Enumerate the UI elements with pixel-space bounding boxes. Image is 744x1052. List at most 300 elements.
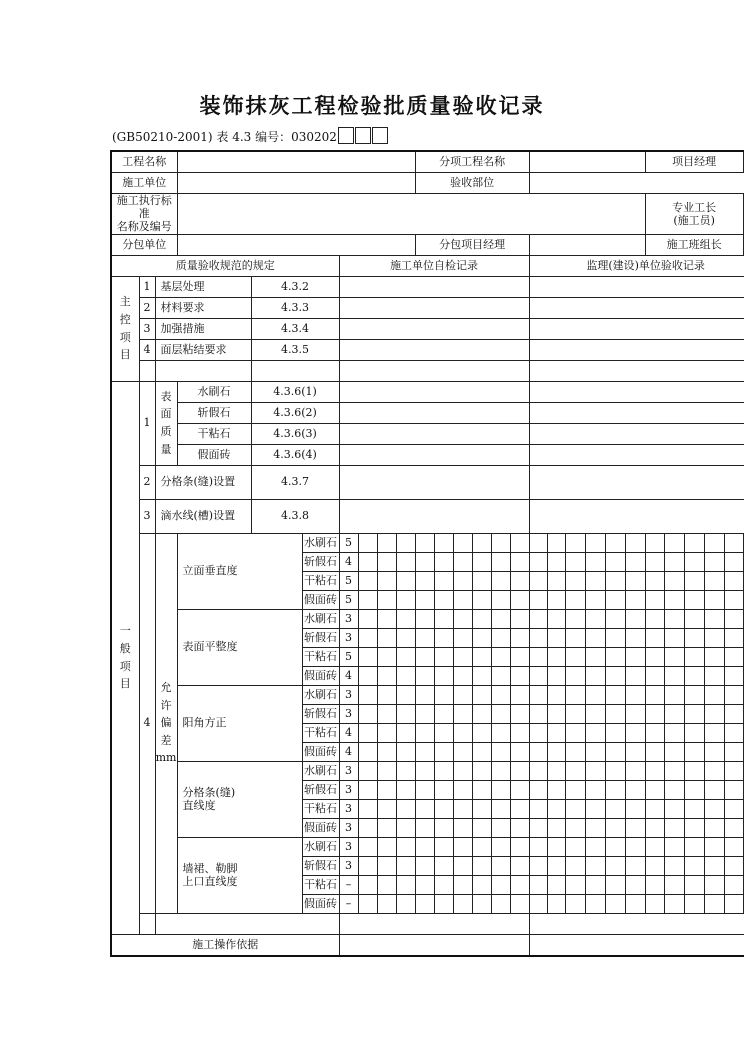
measurement-cell[interactable] bbox=[415, 552, 434, 571]
measurement-cell[interactable] bbox=[453, 837, 472, 856]
measurement-cell[interactable] bbox=[645, 533, 664, 552]
measurement-cell[interactable] bbox=[415, 666, 434, 685]
measurement-cell[interactable] bbox=[510, 666, 529, 685]
measurement-cell[interactable] bbox=[645, 837, 664, 856]
measurement-cell[interactable] bbox=[585, 894, 605, 913]
measurement-cell[interactable] bbox=[724, 780, 743, 799]
measurement-cell[interactable] bbox=[625, 837, 645, 856]
measurement-cell[interactable] bbox=[434, 875, 453, 894]
measurement-cell[interactable] bbox=[625, 856, 645, 875]
measurement-cell[interactable] bbox=[453, 647, 472, 666]
measurement-cell[interactable] bbox=[415, 856, 434, 875]
measurement-cell[interactable] bbox=[664, 799, 684, 818]
measurement-cell[interactable] bbox=[625, 685, 645, 704]
measurement-cell[interactable] bbox=[724, 552, 743, 571]
measurement-cell[interactable] bbox=[664, 647, 684, 666]
measurement-cell[interactable] bbox=[377, 799, 396, 818]
measurement-cell[interactable] bbox=[605, 780, 625, 799]
measurement-cell[interactable] bbox=[491, 571, 510, 590]
measurement-cell[interactable] bbox=[434, 723, 453, 742]
measurement-cell[interactable] bbox=[547, 742, 565, 761]
measurement-cell[interactable] bbox=[453, 590, 472, 609]
measurement-cell[interactable] bbox=[625, 780, 645, 799]
supervisor-record-cell[interactable] bbox=[529, 423, 744, 444]
measurement-cell[interactable] bbox=[625, 704, 645, 723]
measurement-cell[interactable] bbox=[491, 647, 510, 666]
measurement-cell[interactable] bbox=[664, 571, 684, 590]
measurement-cell[interactable] bbox=[547, 894, 565, 913]
self-check-cell[interactable] bbox=[339, 276, 529, 297]
measurement-cell[interactable] bbox=[547, 837, 565, 856]
measurement-cell[interactable] bbox=[664, 533, 684, 552]
measurement-cell[interactable] bbox=[491, 609, 510, 628]
measurement-cell[interactable] bbox=[434, 742, 453, 761]
measurement-cell[interactable] bbox=[396, 628, 415, 647]
measurement-cell[interactable] bbox=[664, 552, 684, 571]
measurement-cell[interactable] bbox=[605, 818, 625, 837]
measurement-cell[interactable] bbox=[491, 799, 510, 818]
measurement-cell[interactable] bbox=[529, 647, 547, 666]
measurement-cell[interactable] bbox=[434, 590, 453, 609]
measurement-cell[interactable] bbox=[585, 571, 605, 590]
measurement-cell[interactable] bbox=[565, 647, 585, 666]
measurement-cell[interactable] bbox=[529, 533, 547, 552]
measurement-cell[interactable] bbox=[529, 742, 547, 761]
measurement-cell[interactable] bbox=[565, 856, 585, 875]
measurement-cell[interactable] bbox=[396, 704, 415, 723]
measurement-cell[interactable] bbox=[529, 628, 547, 647]
measurement-cell[interactable] bbox=[605, 647, 625, 666]
measurement-cell[interactable] bbox=[547, 590, 565, 609]
measurement-cell[interactable] bbox=[664, 685, 684, 704]
measurement-cell[interactable] bbox=[377, 666, 396, 685]
measurement-cell[interactable] bbox=[704, 666, 724, 685]
measurement-cell[interactable] bbox=[472, 799, 491, 818]
measurement-cell[interactable] bbox=[472, 590, 491, 609]
measurement-cell[interactable] bbox=[704, 723, 724, 742]
measurement-cell[interactable] bbox=[529, 723, 547, 742]
measurement-cell[interactable] bbox=[472, 723, 491, 742]
measurement-cell[interactable] bbox=[396, 780, 415, 799]
measurement-cell[interactable] bbox=[491, 685, 510, 704]
measurement-cell[interactable] bbox=[396, 666, 415, 685]
measurement-cell[interactable] bbox=[434, 818, 453, 837]
measurement-cell[interactable] bbox=[605, 742, 625, 761]
supervisor-record-cell[interactable] bbox=[529, 444, 744, 465]
measurement-cell[interactable] bbox=[605, 837, 625, 856]
measurement-cell[interactable] bbox=[547, 571, 565, 590]
measurement-cell[interactable] bbox=[510, 704, 529, 723]
measurement-cell[interactable] bbox=[358, 685, 377, 704]
measurement-cell[interactable] bbox=[704, 609, 724, 628]
measurement-cell[interactable] bbox=[645, 894, 664, 913]
measurement-cell[interactable] bbox=[453, 894, 472, 913]
measurement-cell[interactable] bbox=[491, 742, 510, 761]
measurement-cell[interactable] bbox=[377, 590, 396, 609]
standard-field[interactable] bbox=[177, 194, 645, 235]
supervisor-record-cell[interactable] bbox=[529, 276, 744, 297]
self-check-cell[interactable] bbox=[339, 465, 529, 499]
measurement-cell[interactable] bbox=[684, 647, 704, 666]
measurement-cell[interactable] bbox=[547, 533, 565, 552]
measurement-cell[interactable] bbox=[396, 875, 415, 894]
measurement-cell[interactable] bbox=[704, 552, 724, 571]
project-name-field[interactable] bbox=[177, 151, 415, 173]
measurement-cell[interactable] bbox=[358, 628, 377, 647]
measurement-cell[interactable] bbox=[415, 894, 434, 913]
measurement-cell[interactable] bbox=[529, 856, 547, 875]
measurement-cell[interactable] bbox=[377, 704, 396, 723]
measurement-cell[interactable] bbox=[565, 590, 585, 609]
measurement-cell[interactable] bbox=[358, 837, 377, 856]
measurement-cell[interactable] bbox=[625, 609, 645, 628]
measurement-cell[interactable] bbox=[645, 742, 664, 761]
measurement-cell[interactable] bbox=[724, 723, 743, 742]
measurement-cell[interactable] bbox=[434, 780, 453, 799]
measurement-cell[interactable] bbox=[684, 818, 704, 837]
measurement-cell[interactable] bbox=[645, 628, 664, 647]
measurement-cell[interactable] bbox=[472, 837, 491, 856]
measurement-cell[interactable] bbox=[565, 685, 585, 704]
measurement-cell[interactable] bbox=[529, 799, 547, 818]
measurement-cell[interactable] bbox=[377, 875, 396, 894]
measurement-cell[interactable] bbox=[472, 666, 491, 685]
measurement-cell[interactable] bbox=[704, 742, 724, 761]
measurement-cell[interactable] bbox=[724, 894, 743, 913]
measurement-cell[interactable] bbox=[415, 609, 434, 628]
measurement-cell[interactable] bbox=[529, 590, 547, 609]
operation-basis-field[interactable] bbox=[339, 934, 529, 956]
measurement-cell[interactable] bbox=[377, 723, 396, 742]
measurement-cell[interactable] bbox=[491, 894, 510, 913]
measurement-cell[interactable] bbox=[625, 742, 645, 761]
measurement-cell[interactable] bbox=[605, 685, 625, 704]
self-check-cell[interactable] bbox=[339, 360, 529, 381]
measurement-cell[interactable] bbox=[547, 875, 565, 894]
measurement-cell[interactable] bbox=[491, 628, 510, 647]
measurement-cell[interactable] bbox=[377, 742, 396, 761]
measurement-cell[interactable] bbox=[377, 894, 396, 913]
measurement-cell[interactable] bbox=[377, 685, 396, 704]
measurement-cell[interactable] bbox=[491, 723, 510, 742]
measurement-cell[interactable] bbox=[684, 799, 704, 818]
measurement-cell[interactable] bbox=[664, 894, 684, 913]
measurement-cell[interactable] bbox=[510, 742, 529, 761]
measurement-cell[interactable] bbox=[434, 609, 453, 628]
measurement-cell[interactable] bbox=[664, 837, 684, 856]
supervisor-record-cell[interactable] bbox=[529, 318, 744, 339]
measurement-cell[interactable] bbox=[585, 742, 605, 761]
measurement-cell[interactable] bbox=[724, 704, 743, 723]
measurement-cell[interactable] bbox=[547, 818, 565, 837]
measurement-cell[interactable] bbox=[664, 590, 684, 609]
measurement-cell[interactable] bbox=[547, 685, 565, 704]
acceptance-part-field[interactable] bbox=[529, 173, 744, 194]
measurement-cell[interactable] bbox=[510, 571, 529, 590]
measurement-cell[interactable] bbox=[396, 837, 415, 856]
measurement-cell[interactable] bbox=[358, 609, 377, 628]
measurement-cell[interactable] bbox=[358, 742, 377, 761]
measurement-cell[interactable] bbox=[434, 799, 453, 818]
measurement-cell[interactable] bbox=[565, 571, 585, 590]
measurement-cell[interactable] bbox=[625, 533, 645, 552]
measurement-cell[interactable] bbox=[664, 761, 684, 780]
measurement-cell[interactable] bbox=[358, 761, 377, 780]
measurement-cell[interactable] bbox=[645, 875, 664, 894]
measurement-cell[interactable] bbox=[510, 856, 529, 875]
measurement-cell[interactable] bbox=[684, 742, 704, 761]
supervisor-record-cell[interactable] bbox=[529, 339, 744, 360]
measurement-cell[interactable] bbox=[724, 856, 743, 875]
supervisor-record-cell[interactable] bbox=[529, 297, 744, 318]
measurement-cell[interactable] bbox=[491, 875, 510, 894]
measurement-cell[interactable] bbox=[625, 590, 645, 609]
measurement-cell[interactable] bbox=[684, 875, 704, 894]
measurement-cell[interactable] bbox=[625, 761, 645, 780]
measurement-cell[interactable] bbox=[472, 875, 491, 894]
measurement-cell[interactable] bbox=[377, 571, 396, 590]
measurement-cell[interactable] bbox=[415, 571, 434, 590]
measurement-cell[interactable] bbox=[396, 818, 415, 837]
measurement-cell[interactable] bbox=[704, 894, 724, 913]
measurement-cell[interactable] bbox=[472, 552, 491, 571]
measurement-cell[interactable] bbox=[472, 742, 491, 761]
self-check-cell[interactable] bbox=[339, 339, 529, 360]
measurement-cell[interactable] bbox=[625, 628, 645, 647]
measurement-cell[interactable] bbox=[434, 533, 453, 552]
measurement-cell[interactable] bbox=[396, 571, 415, 590]
measurement-cell[interactable] bbox=[585, 647, 605, 666]
measurement-cell[interactable] bbox=[472, 856, 491, 875]
measurement-cell[interactable] bbox=[472, 780, 491, 799]
measurement-cell[interactable] bbox=[645, 552, 664, 571]
measurement-cell[interactable] bbox=[704, 590, 724, 609]
measurement-cell[interactable] bbox=[529, 894, 547, 913]
measurement-cell[interactable] bbox=[645, 723, 664, 742]
measurement-cell[interactable] bbox=[453, 723, 472, 742]
measurement-cell[interactable] bbox=[724, 647, 743, 666]
measurement-cell[interactable] bbox=[625, 666, 645, 685]
measurement-cell[interactable] bbox=[565, 609, 585, 628]
measurement-cell[interactable] bbox=[358, 894, 377, 913]
measurement-cell[interactable] bbox=[724, 875, 743, 894]
measurement-cell[interactable] bbox=[684, 894, 704, 913]
measurement-cell[interactable] bbox=[491, 818, 510, 837]
measurement-cell[interactable] bbox=[704, 818, 724, 837]
measurement-cell[interactable] bbox=[377, 647, 396, 666]
measurement-cell[interactable] bbox=[724, 628, 743, 647]
measurement-cell[interactable] bbox=[453, 799, 472, 818]
measurement-cell[interactable] bbox=[565, 875, 585, 894]
measurement-cell[interactable] bbox=[664, 875, 684, 894]
supervisor-record-cell[interactable] bbox=[529, 360, 744, 381]
measurement-cell[interactable] bbox=[472, 761, 491, 780]
measurement-cell[interactable] bbox=[396, 647, 415, 666]
measurement-cell[interactable] bbox=[724, 799, 743, 818]
measurement-cell[interactable] bbox=[510, 609, 529, 628]
measurement-cell[interactable] bbox=[472, 628, 491, 647]
measurement-cell[interactable] bbox=[547, 780, 565, 799]
measurement-cell[interactable] bbox=[724, 666, 743, 685]
measurement-cell[interactable] bbox=[684, 704, 704, 723]
measurement-cell[interactable] bbox=[704, 533, 724, 552]
measurement-cell[interactable] bbox=[625, 875, 645, 894]
measurement-cell[interactable] bbox=[510, 723, 529, 742]
measurement-cell[interactable] bbox=[565, 894, 585, 913]
measurement-cell[interactable] bbox=[547, 799, 565, 818]
measurement-cell[interactable] bbox=[704, 875, 724, 894]
measurement-cell[interactable] bbox=[684, 552, 704, 571]
measurement-cell[interactable] bbox=[684, 856, 704, 875]
measurement-cell[interactable] bbox=[645, 761, 664, 780]
measurement-cell[interactable] bbox=[472, 533, 491, 552]
measurement-cell[interactable] bbox=[358, 647, 377, 666]
measurement-cell[interactable] bbox=[529, 552, 547, 571]
measurement-cell[interactable] bbox=[358, 552, 377, 571]
measurement-cell[interactable] bbox=[377, 780, 396, 799]
subcontractor-field[interactable] bbox=[177, 234, 415, 255]
measurement-cell[interactable] bbox=[453, 856, 472, 875]
measurement-cell[interactable] bbox=[415, 875, 434, 894]
measurement-cell[interactable] bbox=[547, 704, 565, 723]
measurement-cell[interactable] bbox=[704, 628, 724, 647]
measurement-cell[interactable] bbox=[704, 837, 724, 856]
measurement-cell[interactable] bbox=[625, 799, 645, 818]
measurement-cell[interactable] bbox=[684, 685, 704, 704]
measurement-cell[interactable] bbox=[625, 571, 645, 590]
measurement-cell[interactable] bbox=[585, 761, 605, 780]
measurement-cell[interactable] bbox=[472, 647, 491, 666]
measurement-cell[interactable] bbox=[453, 780, 472, 799]
measurement-cell[interactable] bbox=[605, 723, 625, 742]
measurement-cell[interactable] bbox=[724, 590, 743, 609]
measurement-cell[interactable] bbox=[358, 723, 377, 742]
measurement-cell[interactable] bbox=[547, 666, 565, 685]
measurement-cell[interactable] bbox=[358, 818, 377, 837]
measurement-cell[interactable] bbox=[625, 818, 645, 837]
measurement-cell[interactable] bbox=[434, 571, 453, 590]
measurement-cell[interactable] bbox=[704, 761, 724, 780]
measurement-cell[interactable] bbox=[453, 533, 472, 552]
measurement-cell[interactable] bbox=[565, 552, 585, 571]
measurement-cell[interactable] bbox=[529, 780, 547, 799]
measurement-cell[interactable] bbox=[704, 685, 724, 704]
self-check-cell[interactable] bbox=[339, 318, 529, 339]
measurement-cell[interactable] bbox=[510, 552, 529, 571]
measurement-cell[interactable] bbox=[453, 818, 472, 837]
measurement-cell[interactable] bbox=[415, 761, 434, 780]
measurement-cell[interactable] bbox=[377, 628, 396, 647]
measurement-cell[interactable] bbox=[415, 742, 434, 761]
measurement-cell[interactable] bbox=[396, 799, 415, 818]
measurement-cell[interactable] bbox=[472, 704, 491, 723]
measurement-cell[interactable] bbox=[585, 666, 605, 685]
measurement-cell[interactable] bbox=[510, 533, 529, 552]
measurement-cell[interactable] bbox=[704, 856, 724, 875]
measurement-cell[interactable] bbox=[529, 818, 547, 837]
measurement-cell[interactable] bbox=[529, 571, 547, 590]
measurement-cell[interactable] bbox=[724, 742, 743, 761]
subproject-name-field[interactable] bbox=[529, 151, 645, 173]
measurement-cell[interactable] bbox=[434, 685, 453, 704]
measurement-cell[interactable] bbox=[645, 590, 664, 609]
measurement-cell[interactable] bbox=[625, 552, 645, 571]
measurement-cell[interactable] bbox=[377, 552, 396, 571]
measurement-cell[interactable] bbox=[605, 799, 625, 818]
measurement-cell[interactable] bbox=[510, 685, 529, 704]
measurement-cell[interactable] bbox=[585, 780, 605, 799]
measurement-cell[interactable] bbox=[645, 799, 664, 818]
measurement-cell[interactable] bbox=[377, 609, 396, 628]
measurement-cell[interactable] bbox=[565, 799, 585, 818]
measurement-cell[interactable] bbox=[664, 742, 684, 761]
measurement-cell[interactable] bbox=[684, 761, 704, 780]
measurement-cell[interactable] bbox=[565, 837, 585, 856]
measurement-cell[interactable] bbox=[547, 723, 565, 742]
measurement-cell[interactable] bbox=[605, 609, 625, 628]
measurement-cell[interactable] bbox=[491, 856, 510, 875]
construction-unit-field[interactable] bbox=[177, 173, 415, 194]
measurement-cell[interactable] bbox=[396, 609, 415, 628]
measurement-cell[interactable] bbox=[645, 704, 664, 723]
measurement-cell[interactable] bbox=[625, 647, 645, 666]
measurement-cell[interactable] bbox=[358, 571, 377, 590]
measurement-cell[interactable] bbox=[529, 761, 547, 780]
measurement-cell[interactable] bbox=[453, 628, 472, 647]
measurement-cell[interactable] bbox=[529, 837, 547, 856]
measurement-cell[interactable] bbox=[684, 590, 704, 609]
measurement-cell[interactable] bbox=[625, 723, 645, 742]
measurement-cell[interactable] bbox=[547, 856, 565, 875]
measurement-cell[interactable] bbox=[396, 590, 415, 609]
measurement-cell[interactable] bbox=[684, 780, 704, 799]
measurement-cell[interactable] bbox=[510, 818, 529, 837]
measurement-cell[interactable] bbox=[605, 533, 625, 552]
measurement-cell[interactable] bbox=[565, 666, 585, 685]
measurement-cell[interactable] bbox=[434, 856, 453, 875]
supervisor-record-cell[interactable] bbox=[529, 465, 744, 499]
measurement-cell[interactable] bbox=[565, 704, 585, 723]
measurement-cell[interactable] bbox=[377, 533, 396, 552]
measurement-cell[interactable] bbox=[510, 894, 529, 913]
self-check-cell[interactable] bbox=[339, 381, 529, 402]
measurement-cell[interactable] bbox=[724, 533, 743, 552]
measurement-cell[interactable] bbox=[529, 704, 547, 723]
measurement-cell[interactable] bbox=[724, 609, 743, 628]
measurement-cell[interactable] bbox=[724, 761, 743, 780]
measurement-cell[interactable] bbox=[491, 666, 510, 685]
measurement-cell[interactable] bbox=[510, 837, 529, 856]
measurement-cell[interactable] bbox=[472, 894, 491, 913]
code-box[interactable] bbox=[355, 127, 371, 144]
measurement-cell[interactable] bbox=[565, 742, 585, 761]
measurement-cell[interactable] bbox=[625, 894, 645, 913]
measurement-cell[interactable] bbox=[472, 571, 491, 590]
measurement-cell[interactable] bbox=[491, 780, 510, 799]
measurement-cell[interactable] bbox=[434, 837, 453, 856]
measurement-cell[interactable] bbox=[547, 609, 565, 628]
measurement-cell[interactable] bbox=[415, 590, 434, 609]
measurement-cell[interactable] bbox=[684, 666, 704, 685]
measurement-cell[interactable] bbox=[585, 628, 605, 647]
measurement-cell[interactable] bbox=[358, 533, 377, 552]
measurement-cell[interactable] bbox=[664, 818, 684, 837]
self-check-cell[interactable] bbox=[339, 444, 529, 465]
measurement-cell[interactable] bbox=[415, 837, 434, 856]
measurement-cell[interactable] bbox=[396, 533, 415, 552]
measurement-cell[interactable] bbox=[585, 704, 605, 723]
measurement-cell[interactable] bbox=[415, 647, 434, 666]
